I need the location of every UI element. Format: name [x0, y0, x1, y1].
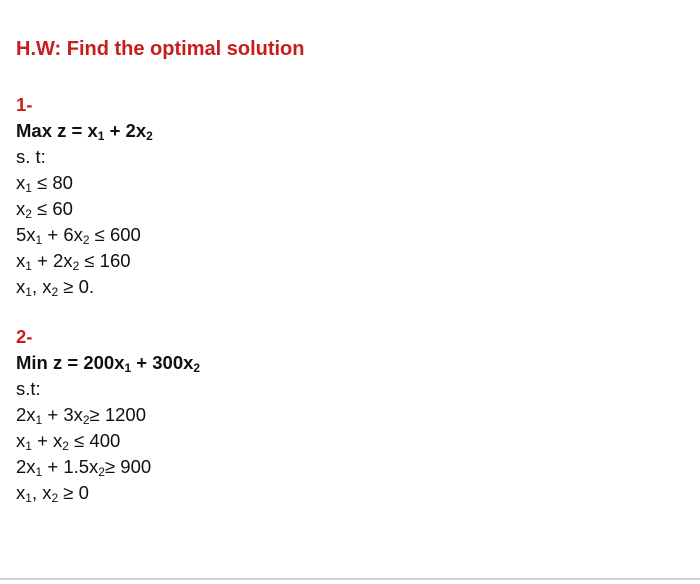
problem-number: 2- — [16, 326, 33, 347]
constraint: $x_1 + 2x_2 \le 160$ — [16, 250, 131, 273]
constraint: $x_1 \le 80$ — [16, 172, 73, 195]
page-title: H.W: Find the optimal solution — [16, 38, 305, 60]
problem-2 — [16, 324, 200, 506]
objective-function: Max $z = x_1 + 2x_2$ — [16, 120, 153, 143]
bottom-divider — [0, 578, 700, 580]
non-negativity-constraint: $x_1$, $x_2 \ge 0$ — [16, 482, 89, 505]
problem-1 — [16, 92, 153, 300]
objective-function: Min $z = 200x_1 + 300x_2$ — [16, 352, 201, 375]
constraint: $x_1 + x_2 \le 400$ — [16, 430, 121, 453]
constraint: $2x_1 + 1.5x_2\ge 900$ — [16, 456, 152, 479]
subject-to-label: s.t: — [16, 378, 41, 399]
non-negativity-constraint: $x_1$, $x_2 \ge 0$. — [16, 276, 95, 299]
constraint: $x_2 \le 60$ — [16, 198, 73, 221]
problem-number: 1- — [16, 94, 33, 115]
subject-to-label: s. t: — [16, 146, 46, 167]
constraint: $5x_1 + 6x_2 \le 600$ — [16, 224, 141, 247]
constraint: $2x_1 + 3x_2\ge 1200$ — [16, 404, 146, 427]
